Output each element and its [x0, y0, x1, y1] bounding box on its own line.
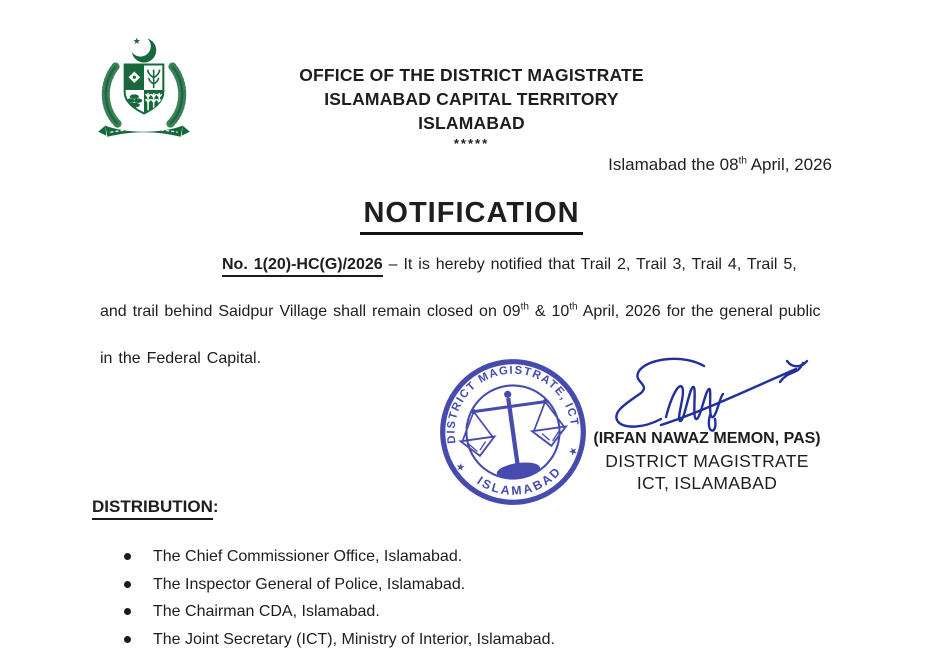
list-item: The Chief Commissioner Office, Islamabad.: [92, 543, 792, 571]
signatory-designation: DISTRICT MAGISTRATE: [605, 451, 809, 471]
page-title: NOTIFICATION: [360, 197, 582, 235]
stamp-bottom-text: ISLAMABAD: [474, 463, 565, 499]
emblem-star-icon: ★: [132, 36, 141, 47]
list-item: The Chairman CDA, Islamabad.: [92, 598, 792, 626]
body-line-1-text: – It is hereby notified that Trail 2, Trail 3, Trail 4, Trail 5,: [382, 256, 797, 273]
body-line-2c: April, 2026 for the general public: [577, 303, 821, 320]
date-ordinal-suffix: th: [738, 155, 747, 167]
list-item: The Joint Secretary (ICT), Ministry of Interior, Islamabad.: [92, 626, 792, 651]
title-row: [0, 197, 943, 235]
date-line: [608, 155, 832, 175]
body-line-2b: & 10: [528, 303, 570, 320]
signature-icon: [606, 354, 818, 436]
body-line-3: in the Federal Capital.: [100, 350, 262, 367]
signatory-block: [586, 428, 828, 494]
stamp-star-left-icon: ★: [454, 460, 469, 475]
stamp-top-text: DISTRICT MAGISTRATE, ICT: [445, 364, 581, 445]
distribution-heading-text: DISTRIBUTION: [92, 497, 213, 520]
office-name-line1: OFFICE OF THE DISTRICT MAGISTRATE: [299, 65, 644, 85]
signatory-office: ICT, ISLAMABAD: [636, 473, 778, 493]
district-magistrate-stamp-icon: [427, 346, 599, 518]
distribution-heading: [92, 497, 792, 520]
ordinal-th-2: th: [569, 301, 578, 313]
date-suffix: April, 2026: [746, 155, 832, 174]
office-name-line3: ISLAMABAD: [418, 113, 525, 133]
date-prefix: Islamabad the 08: [608, 155, 739, 174]
distribution-heading-colon: :: [212, 497, 219, 516]
distribution-section: [92, 497, 792, 651]
body-line-2a: and trail behind Saidpur Village shall remain closed on 09: [100, 303, 521, 320]
reference-number: No. 1(20)-HC(G)/2026: [222, 256, 383, 277]
signatory-name: (IRFAN NAWAZ MEMON, PAS): [593, 430, 821, 447]
body-line-2: [100, 303, 880, 323]
letterhead: [0, 63, 943, 151]
separator-stars: *****: [453, 136, 490, 151]
office-name-line2: ISLAMABAD CAPITAL TERRITORY: [324, 89, 619, 109]
body-line-1: [100, 256, 880, 276]
list-item: The Inspector General of Police, Islamabad.: [92, 571, 792, 599]
ordinal-th-1: th: [520, 301, 529, 313]
distribution-list: [92, 543, 792, 651]
stamp-star-right-icon: ★: [565, 444, 580, 460]
